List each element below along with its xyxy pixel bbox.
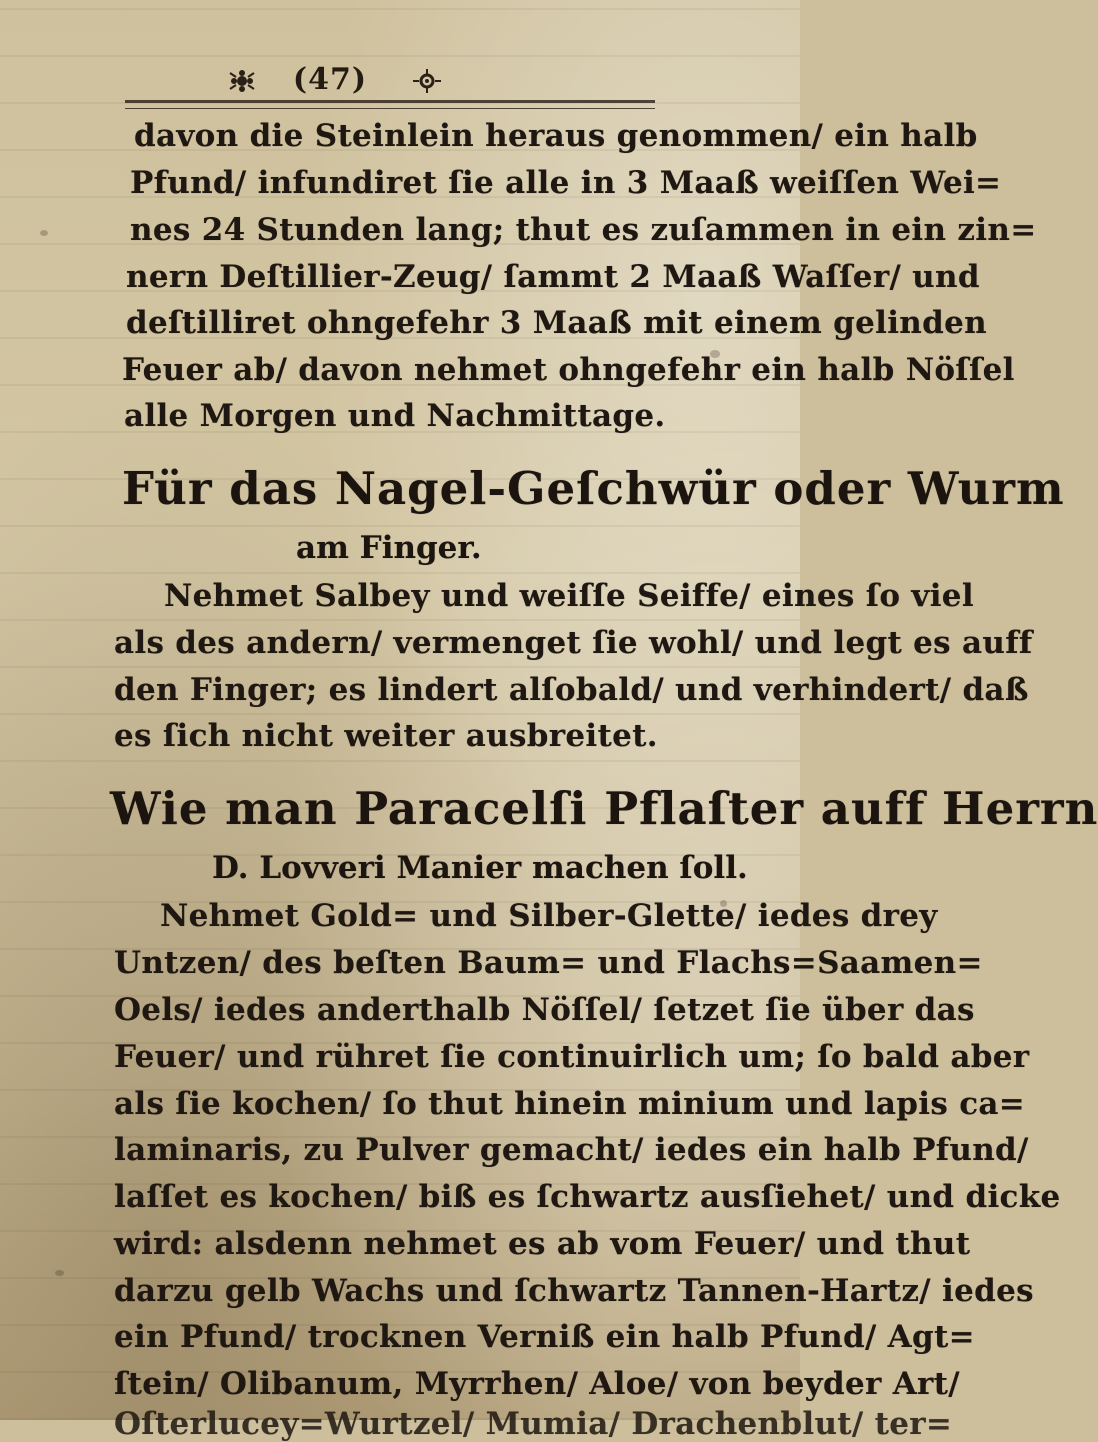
- page-stain: [55, 1270, 64, 1276]
- text-line: Oels/ iedes anderthalb Nöſſel/ ſetzet ſie über das: [114, 992, 975, 1028]
- text-line: als ſie kochen/ ſo thut hinein minium und lapis ca=: [114, 1086, 1026, 1122]
- header-rule: [125, 100, 655, 109]
- text-line: nern Deſtillier-Zeug/ ſammt 2 Maaß Waſſer/ und: [126, 259, 980, 295]
- text-line: Pfund/ infundiret ſie alle in 3 Maaß weiſſen Wei=: [130, 165, 1002, 201]
- text-line: den Finger; es lindert alſobald/ und verhindert/ daß: [114, 672, 1029, 708]
- text-line: ſtein/ Olibanum, Myrrhen/ Aloe/ von beyder Art/: [114, 1366, 960, 1402]
- section-heading: Wie man Paracelſi Pflaſter auff Herrn: [110, 782, 1098, 835]
- text-line: Oſterlucey=Wurtzel/ Mumia/ Drachenblut/ ter=: [114, 1406, 953, 1442]
- text-line: nes 24 Stunden lang; thut es zuſammen in ein zin=: [130, 212, 1037, 248]
- text-line: deſtilliret ohngefehr 3 Maaß mit einem gelinden: [126, 305, 987, 341]
- section-heading: Für das Nagel-Geſchwür oder Wurm: [122, 462, 1065, 515]
- text-line: wird: alsdenn nehmet es ab vom Feuer/ und thut: [114, 1226, 971, 1262]
- text-line: darzu gelb Wachs und ſchwartz Tannen-Hartz/ iedes: [114, 1273, 1034, 1309]
- text-line: ein Pfund/ trocknen Verniß ein halb Pfund/ Agt=: [114, 1319, 975, 1355]
- text-line: laminaris, zu Pulver gemacht/ iedes ein halb Pfund/: [114, 1132, 1029, 1168]
- text-line: davon die Steinlein heraus genommen/ ein halb: [134, 118, 978, 154]
- text-line: Nehmet Gold= und Silber-Glette/ iedes drey: [160, 898, 938, 934]
- text-line: Untzen/ des beſten Baum= und Flachs=Saamen=: [114, 945, 983, 981]
- text-line: als des andern/ vermenget ſie wohl/ und legt es auff: [114, 625, 1033, 661]
- page-stain: [40, 230, 48, 236]
- section-subheading: D. Lovveri Manier machen ſoll.: [212, 850, 748, 886]
- text-line: Nehmet Salbey und weiſſe Seiffe/ eines ſo viel: [164, 578, 974, 614]
- section-subheading: am Finger.: [296, 530, 482, 566]
- floral-ornament-icon: [225, 68, 259, 94]
- page-header: [120, 60, 680, 100]
- text-line: alle Morgen und Nachmittage.: [124, 398, 666, 434]
- page-number: (47): [292, 62, 368, 97]
- text-line: Feuer/ und rühret ſie continuirlich um; ſo bald aber: [114, 1039, 1030, 1075]
- text-line: laſſet es kochen/ biß es ſchwartz ausſiehet/ und dicke: [114, 1179, 1061, 1215]
- text-line: Feuer ab/ davon nehmet ohngefehr ein halb Nöſſel: [122, 352, 1015, 388]
- text-line: es ſich nicht weiter ausbreitet.: [114, 718, 658, 754]
- floral-ornament-icon: [410, 68, 444, 94]
